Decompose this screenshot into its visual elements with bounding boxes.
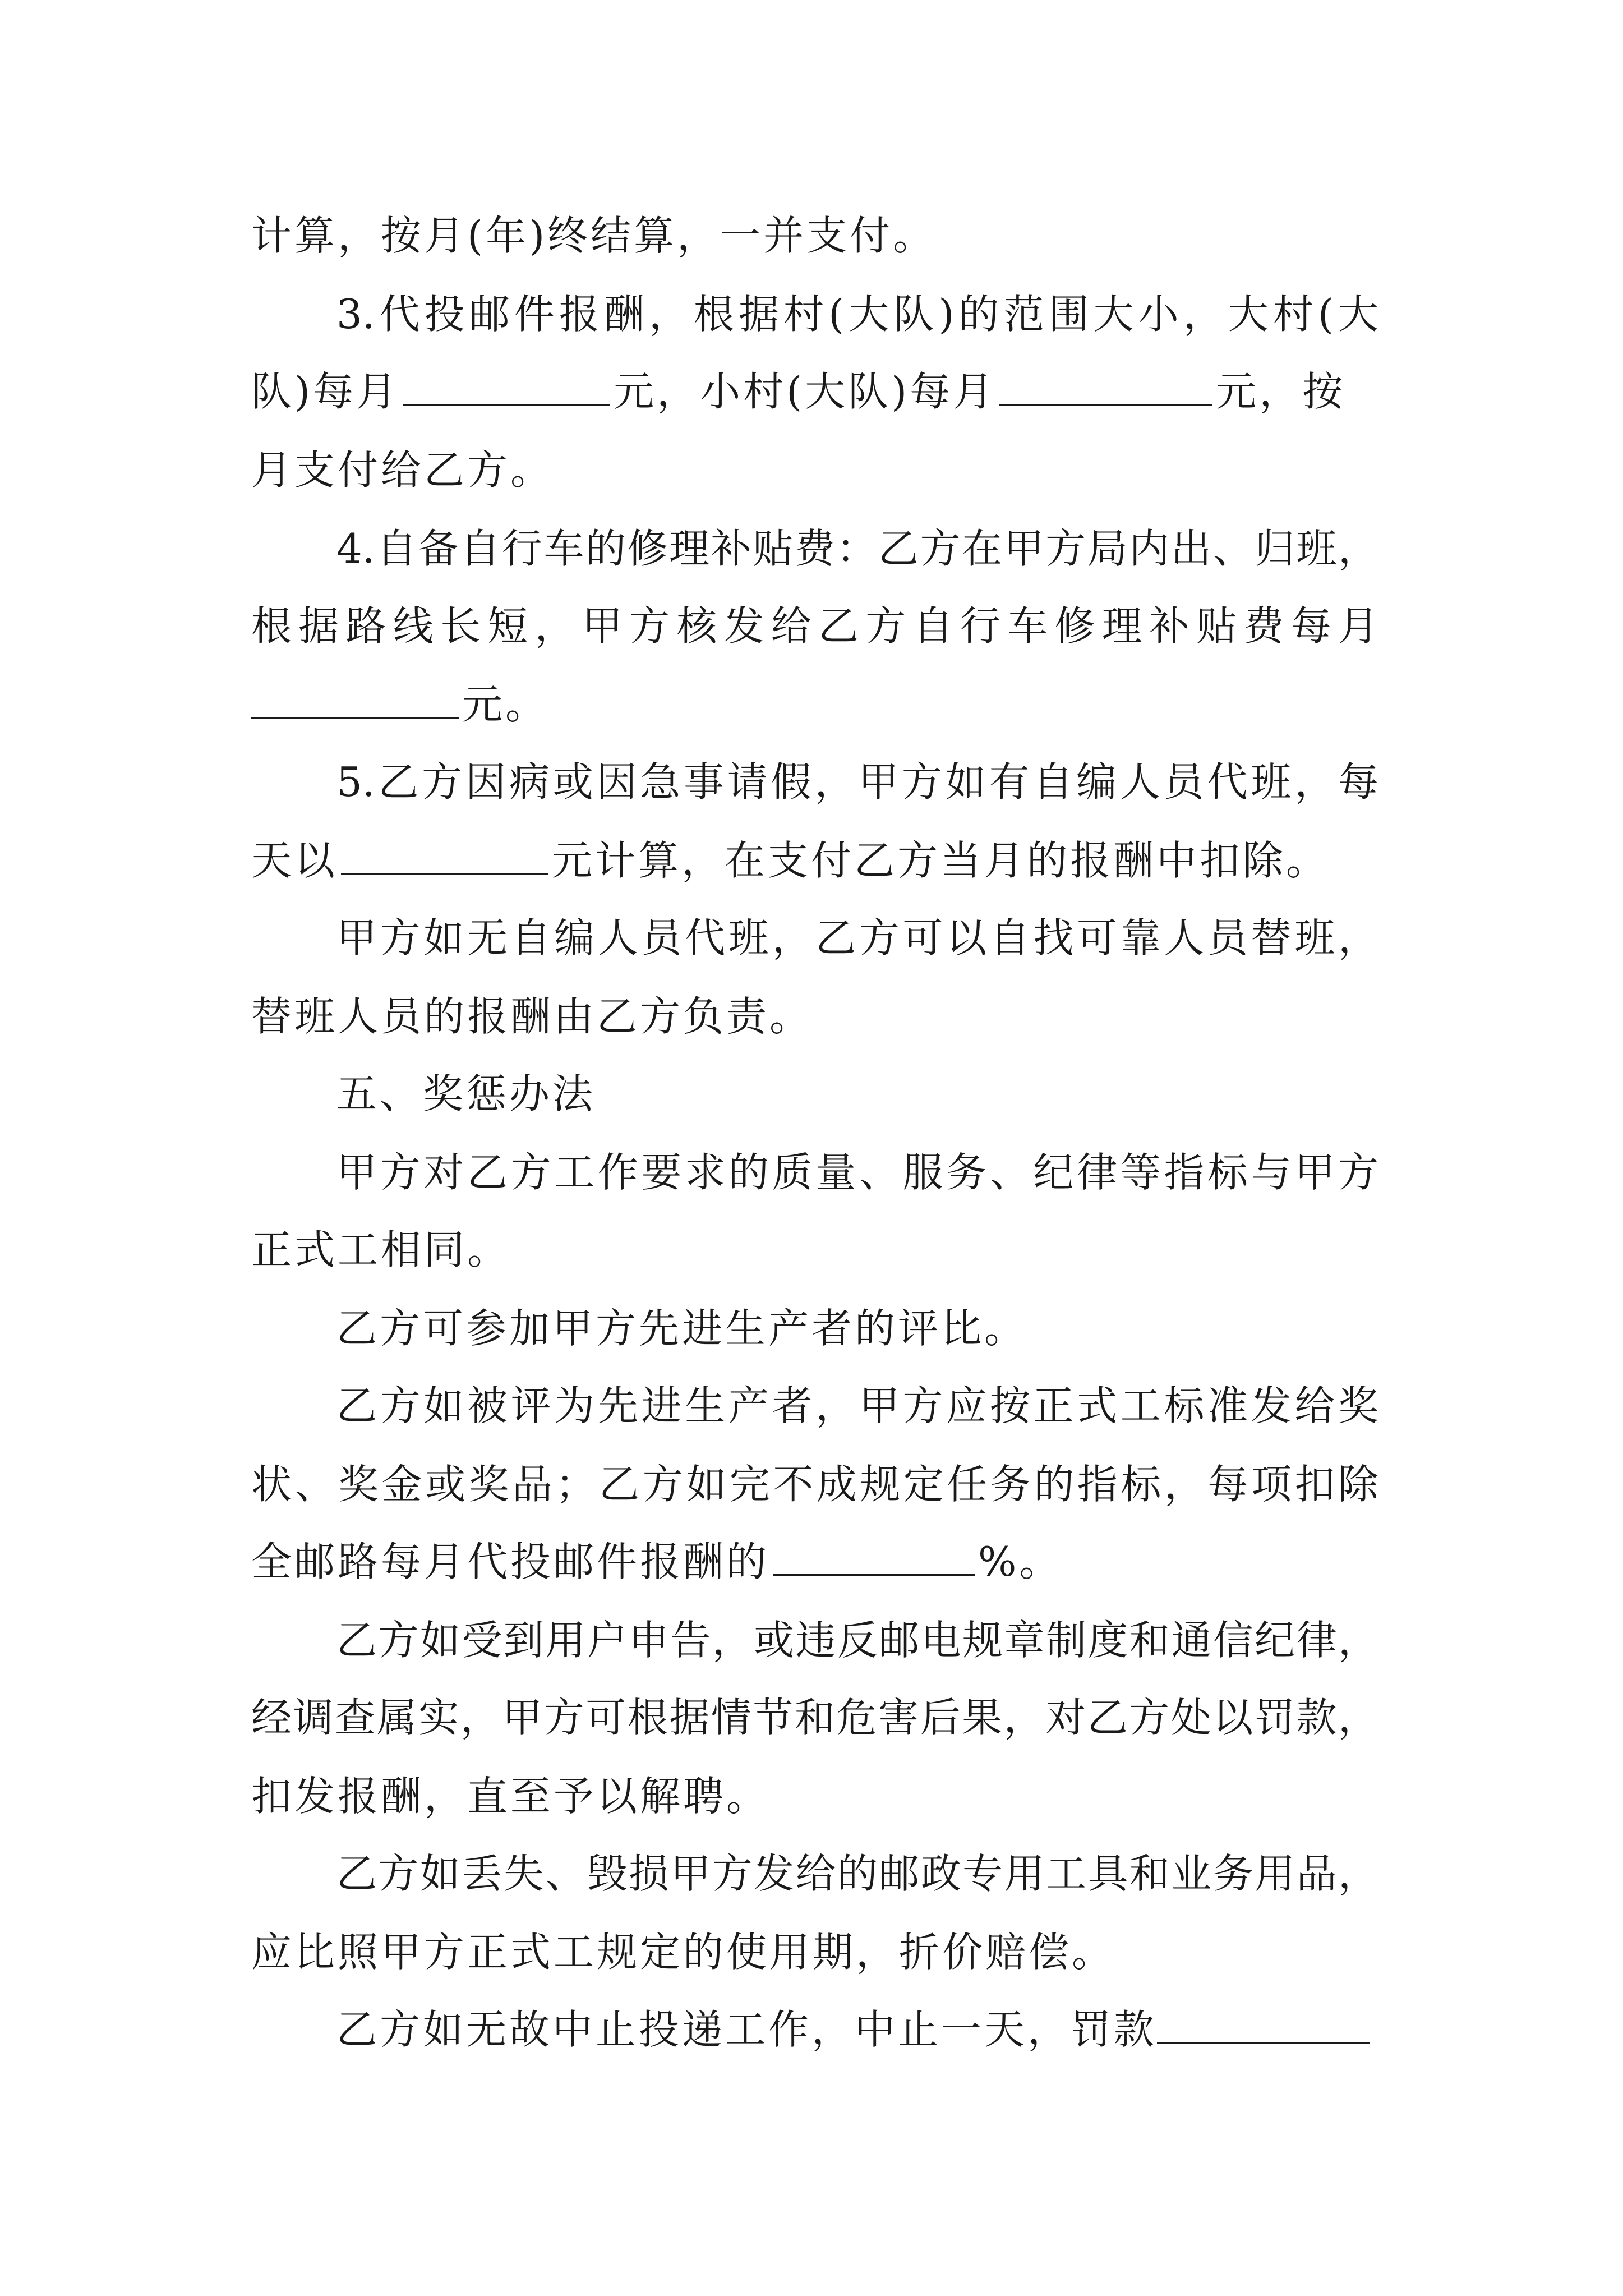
text-line: 乙方如被评为先进生产者，甲方应按正式工标准发给奖 — [336, 1382, 1378, 1429]
text-line: 应比照甲方正式工规定的使用期，折价赔偿。 — [251, 1929, 1115, 1976]
text-line: 乙方如受到用户申告，或违反邮电规章制度和通信纪律， — [336, 1617, 1378, 1664]
text-line — [251, 832, 1329, 889]
text-segment: 元计算，在支付乙方当月的报酬中扣除。 — [552, 837, 1330, 884]
text-line: 根据路线长短，甲方核发给乙方自行车修理补贴费每月 — [251, 602, 1378, 650]
text-segment: 全邮路每月代投邮件报酬的 — [251, 1538, 770, 1585]
text-line: 甲方对乙方工作要求的质量、服务、纪律等指标与甲方 — [336, 1149, 1378, 1196]
text-line: 月支付给乙方。 — [251, 447, 554, 494]
text-line — [251, 677, 548, 733]
text-line: 4.自备自行车的修理补贴费：乙方在甲方局内出、归班， — [336, 525, 1378, 572]
text-segment: 天以 — [251, 837, 338, 884]
text-segment: 元。 — [462, 681, 549, 728]
text-line: 甲方如无自编人员代班，乙方可以自找可靠人员替班， — [336, 914, 1378, 961]
text-segment: 元，小村(大队)每月 — [614, 368, 997, 415]
text-line: 状、奖金或奖品；乙方如完不成规定任务的指标，每项扣除 — [251, 1461, 1378, 1508]
text-segment: %。 — [978, 1538, 1063, 1585]
text-line: 经调查属实，甲方可根据情节和危害后果，对乙方处以罚款， — [251, 1694, 1378, 1741]
fill-in-blank — [403, 366, 610, 406]
section-heading: 五、奖惩办法 — [336, 1070, 596, 1117]
text-segment: 元，按 — [1216, 368, 1346, 415]
fill-in-blank — [251, 679, 459, 719]
fill-in-blank — [773, 1536, 975, 1576]
fill-in-blank — [999, 366, 1212, 406]
text-line: 5.乙方因病或因急事请假，甲方如有自编人员代班，每 — [336, 758, 1378, 806]
text-line: 替班人员的报酬由乙方负责。 — [251, 993, 813, 1040]
text-line: 扣发报酬，直至予以解聘。 — [251, 1773, 770, 1820]
text-line: 3.代投邮件报酬，根据村(大队)的范围大小，大村(大 — [336, 291, 1378, 338]
text-segment: 乙方如无故中止投递工作，中止一天，罚款 — [336, 2006, 1158, 2053]
text-line: 乙方如丢失、毁损甲方发给的邮政专用工具和业务用品， — [336, 1850, 1378, 1897]
text-line: 计算，按月(年)终结算，一并支付。 — [251, 212, 937, 259]
text-line — [336, 2001, 1373, 2058]
text-line — [251, 364, 1345, 420]
text-segment: 队)每月 — [251, 368, 400, 415]
text-line — [251, 1534, 1062, 1590]
fill-in-blank — [1157, 2004, 1370, 2044]
text-line: 正式工相同。 — [251, 1226, 511, 1273]
text-line: 乙方可参加甲方先进生产者的评比。 — [336, 1305, 1028, 1352]
fill-in-blank — [341, 835, 548, 875]
